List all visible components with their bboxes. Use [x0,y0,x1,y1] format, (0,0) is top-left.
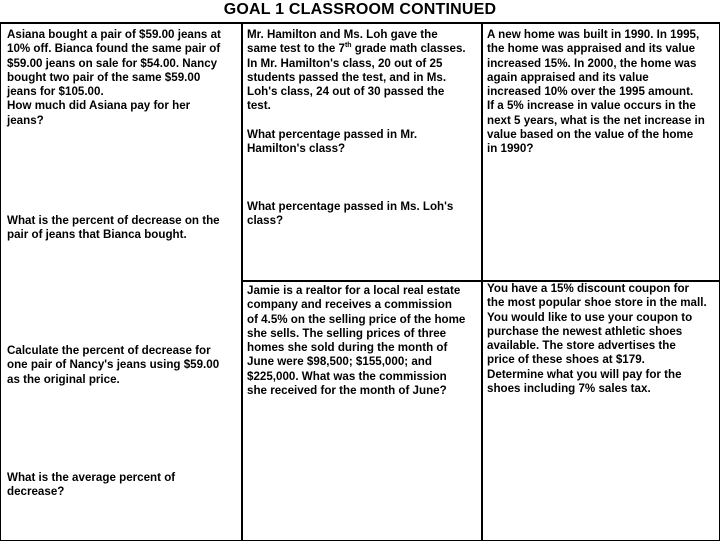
page-title: GOAL 1 CLASSROOM CONTINUED [223,1,497,18]
test-problem-line2: same test to the 7 [247,42,345,56]
test-problem-rest: In Mr. Hamilton's class, 20 out of 25 students passed the test, and in Ms. Loh's class, 24 out of 30 passed the test. [247,56,447,113]
bianca-question: What is the percent of decrease on the pair of jeans that Bianca bought. [7,214,220,242]
test-problem-line1: Mr. Hamilton and Ms. Loh gave the [247,28,438,41]
hamilton-question: What percentage passed in Mr. Hamilton's class? [247,128,418,156]
test-problem [247,28,466,114]
coupon-problem: You have a 15% discount coupon for the most popular shoe store in the mall. You would like to use your coupon to purchase the newest athletic shoes available. The store advertises the price of these shoes at $179. Determine what you will pay for the shoes including 7% sales tax. [487,282,707,396]
commission-problem: Jamie is a realtor for a local real estate company and receives a commission of 4.5% on the selling price of the home she sells. The selling prices of three homes she sold during the month of June were $98,500; $155,000; and $225,000. What was the commission she received for the month of June? [247,284,466,398]
home-value-problem: A new home was built in 1990. In 1995, the home was appraised and its value increased 15%. In 2000, the home was again appraised and its value increased 10% over the 1995 amount. If a 5% increase in value occurs in the next 5 years, what is the net increase in value based on the value of the home in 1990? [487,28,705,156]
average-question: What is the average percent of decrease? [7,471,176,499]
test-problem-line2-end: grade math classes. [351,42,466,56]
jeans-problem: Asiana bought a pair of $59.00 jeans at 10% off. Bianca found the same pair of $59.00 jeans on sale for $54.00. Nancy bought two pair of the same $59.00 jeans for $105.00. How much did Asiana pay for her jeans? [7,28,221,127]
superscript: th [344,42,352,50]
loh-question: What percentage passed in Ms. Loh's class? [247,200,454,228]
nancy-question: Calculate the percent of decrease for one pair of Nancy's jeans using $59.00 as the original price. [7,344,220,386]
